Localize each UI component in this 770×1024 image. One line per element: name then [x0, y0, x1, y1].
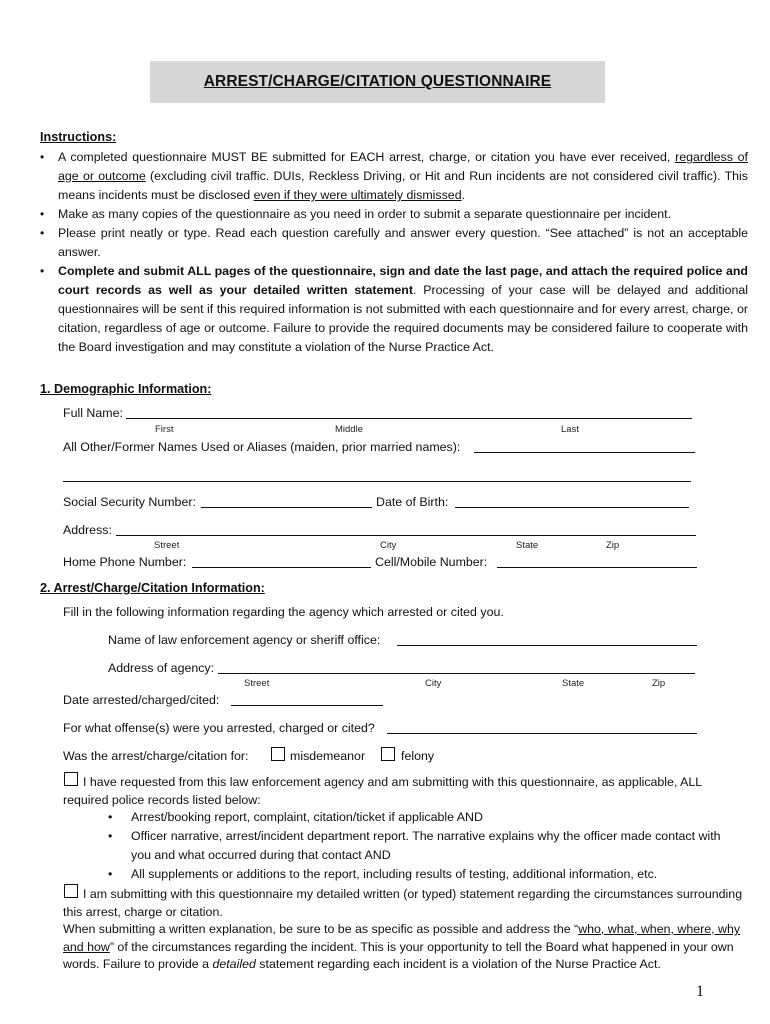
full-name-field[interactable] [126, 418, 692, 419]
misdemeanor-checkbox[interactable] [271, 747, 285, 761]
address-label: Address: [63, 523, 112, 537]
cell-phone-field[interactable] [497, 567, 697, 568]
city-caption: City [380, 540, 397, 551]
street-caption: Street [244, 678, 270, 689]
bullet-icon: • [40, 150, 45, 164]
aliases-label: All Other/Former Names Used or Aliases (maiden, prior married names): [63, 440, 461, 454]
instruction-item: • A completed questionnaire MUST BE submitted for EACH arrest, charge, or citation you have ever received, regardless of age or outcome (excluding civil traffic. DUIs, Reckless Driving, or Hit and Run incidents are not considered civil traffic). This means incidents must be disclosed even if they were ultimately dismissed. [40, 150, 748, 202]
record-item: • All supplements or additions to the report, including results of testing, additional information, etc. [108, 865, 748, 884]
bullet-icon: • [108, 829, 113, 843]
statement-text: I am submitting with this questionnaire my detailed written (or typed) statement regarding the circumstances surrounding this arrest, charge or citation. [63, 887, 743, 919]
address-field[interactable] [116, 535, 696, 536]
bullet-icon: • [108, 810, 113, 824]
records-statement: I have requested from this law enforcement agency and am submitting with this questionnaire, as applicable, ALL required police records listed below: [63, 775, 702, 807]
middle-caption: Middle [335, 424, 363, 435]
section2-intro: Fill in the following information regarding the agency which arrested or cited you. [63, 605, 504, 619]
offense-label: For what offense(s) were you arrested, charged or cited? [63, 721, 375, 735]
record-item: • Arrest/booking report, complaint, citation/ticket if applicable AND [108, 808, 748, 827]
zip-caption: Zip [652, 678, 666, 689]
home-phone-field[interactable] [192, 567, 371, 568]
ssn-label: Social Security Number: [63, 495, 196, 509]
zip-caption: Zip [606, 540, 620, 551]
agency-address-label: Address of agency: [108, 661, 215, 675]
record-item: • Officer narrative, arrest/incident department report. The narrative explains why the officer made contact with you and what occurred during that contact AND [108, 829, 721, 862]
state-caption: State [516, 540, 539, 551]
bullet-icon: • [40, 226, 45, 240]
misdemeanor-label: misdemeanor [290, 749, 366, 763]
last-caption: Last [561, 424, 579, 435]
home-phone-label: Home Phone Number: [63, 555, 187, 569]
section1-heading: 1. Demographic Information: [40, 382, 212, 396]
full-name-label: Full Name: [63, 406, 123, 420]
dob-label: Date of Birth: [376, 495, 449, 509]
date-arrested-field[interactable] [231, 705, 383, 706]
instruction-item: • Complete and submit ALL pages of the questionnaire, sign and date the last page, and attach the required police and court records as well as your detailed written statement. Processing of your case will be delayed and additional questionnaires will be sent if this required information is not submitted with each questionnaire and for every arrest, charge, or citation, regardless of age or outcome. Failure to provide the required documents may be considered failure to cooperate with the Board investigation and may constitute a violation of the Nurse Practice Act. [40, 264, 749, 354]
title-box [150, 61, 605, 103]
page-title: ARREST/CHARGE/CITATION QUESTIONNAIRE [203, 73, 552, 90]
aliases-field-line2[interactable] [63, 481, 691, 482]
offense-type-label: Was the arrest/charge/citation for: [63, 749, 249, 763]
date-arrested-label: Date arrested/charged/cited: [63, 693, 220, 707]
ssn-field[interactable] [201, 507, 372, 508]
first-caption: First [155, 424, 174, 435]
instructions-heading: Instructions: [40, 130, 117, 144]
felony-checkbox[interactable] [381, 747, 395, 761]
agency-address-field[interactable] [218, 673, 695, 674]
agency-name-field[interactable] [397, 645, 697, 646]
state-caption: State [562, 678, 585, 689]
page-number: 1 [696, 983, 704, 1000]
instruction-item: • Please print neatly or type. Read each question carefully and answer every question. “See attached” is not an acceptable answer. [40, 226, 748, 259]
bullet-icon: • [40, 264, 45, 278]
explanation-text: When submitting a written explanation, be sure to be as specific as possible and address the “who, what, when, where, why and how” of the circumstances regarding the incident. This is your opportunity to tell the Board what happened in your own words. Failure to provide a detailed statement regarding each incident is a violation of the Nurse Practice Act. [63, 922, 741, 971]
city-caption: City [425, 678, 442, 689]
section2-heading: 2. Arrest/Charge/Citation Information: [40, 581, 265, 595]
street-caption: Street [154, 540, 180, 551]
instruction-item: • Make as many copies of the questionnaire as you need in order to submit a separate questionnaire per incident. [40, 205, 748, 224]
felony-label: felony [401, 749, 435, 763]
bullet-icon: • [40, 207, 45, 221]
bullet-icon: • [108, 867, 113, 881]
dob-field[interactable] [455, 507, 689, 508]
cell-phone-label: Cell/Mobile Number: [375, 555, 488, 569]
aliases-field[interactable] [474, 452, 695, 453]
agency-name-label: Name of law enforcement agency or sheriff office: [108, 633, 381, 647]
offense-field[interactable] [387, 733, 697, 734]
